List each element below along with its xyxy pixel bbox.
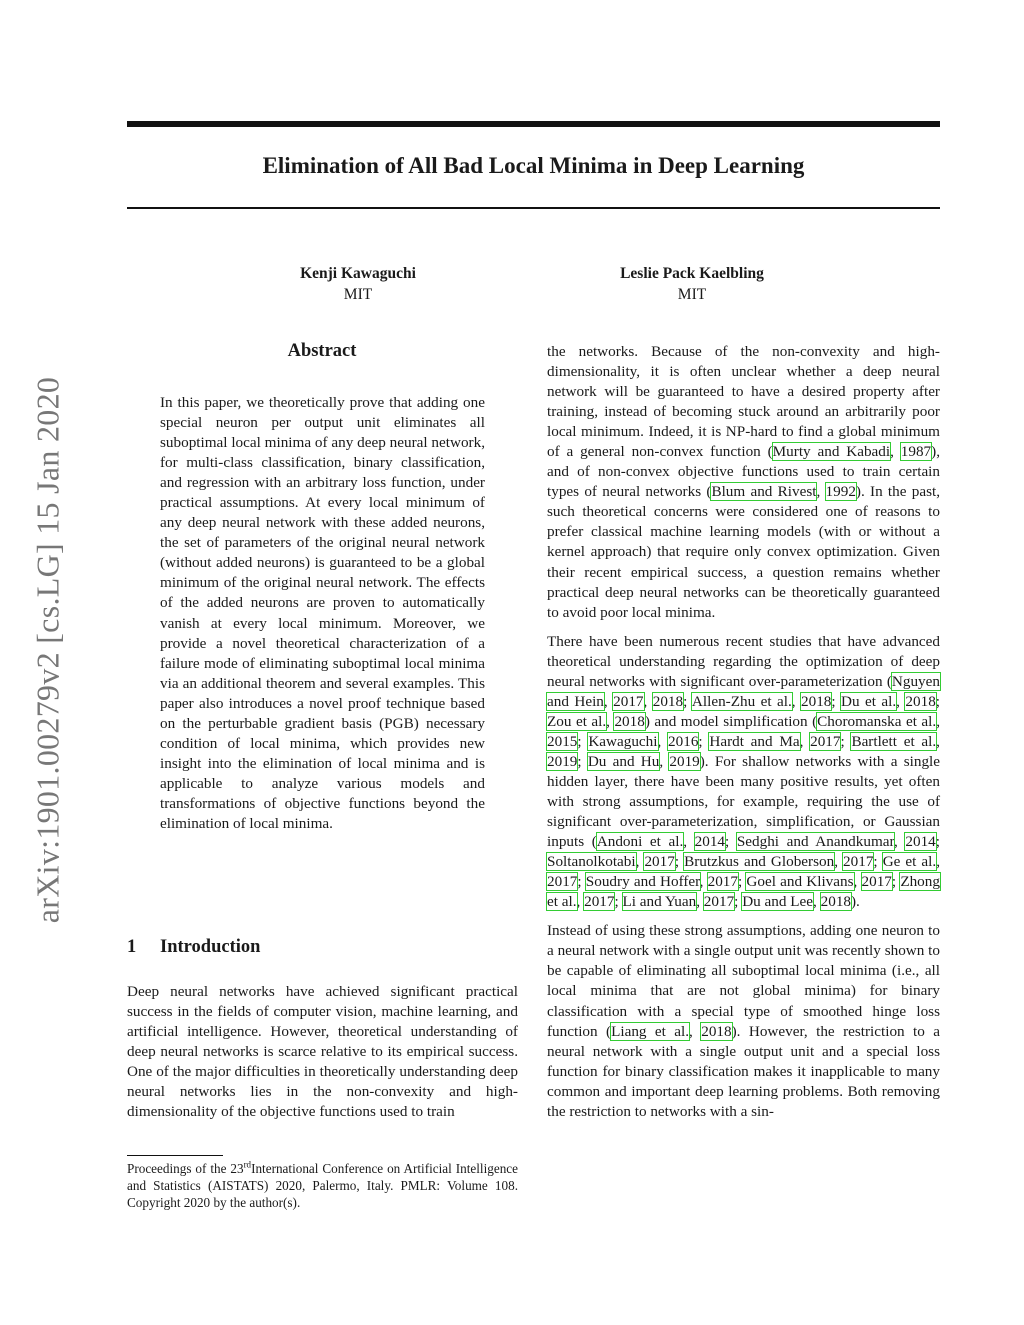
citation-link[interactable]: 2017 bbox=[810, 732, 841, 750]
citation-link[interactable]: 1992 bbox=[825, 483, 856, 501]
text-run: , bbox=[896, 692, 906, 710]
text-run: ; bbox=[935, 833, 940, 851]
citation-link[interactable]: Sedghi and Anandkumar bbox=[736, 833, 894, 851]
text-run: , bbox=[696, 893, 704, 911]
text-run: , bbox=[699, 873, 708, 891]
paper-title: Elimination of All Bad Local Minima in Deep Learning bbox=[262, 153, 805, 178]
citation-link[interactable]: 2017 bbox=[703, 893, 735, 911]
text-run: ; bbox=[891, 873, 901, 891]
citation-link[interactable]: 2018 bbox=[614, 712, 645, 730]
abstract-heading: Abstract bbox=[287, 341, 357, 361]
citation-link[interactable]: Zou et al. bbox=[547, 712, 607, 730]
footnote bbox=[127, 1160, 518, 1212]
text-run: Instead of using these strong assumptions, adding one neuron to a neural network with a single output unit was recently shown to be capable of eliminating all suboptimal local minima (i.e., all local minima that are not global minima) for binary classification with a special type of smoothed hinge loss function ( bbox=[547, 922, 940, 1040]
body-paragraph-2 bbox=[547, 632, 940, 913]
author-block bbox=[562, 263, 822, 305]
section-title: Introduction bbox=[160, 937, 261, 957]
title-rule-top bbox=[127, 121, 940, 127]
text-run: , bbox=[603, 692, 614, 710]
text-run: , bbox=[893, 833, 906, 851]
citation-link[interactable]: 2017 bbox=[644, 853, 675, 871]
text-run: , bbox=[813, 893, 821, 911]
footnote-prefix: Proceedings of the 23 bbox=[127, 1161, 244, 1176]
citation-link[interactable]: Blum and Rivest bbox=[711, 483, 817, 501]
text-run: ; bbox=[725, 833, 737, 851]
citation-link[interactable]: Hardt and Ma bbox=[709, 732, 800, 750]
citation-link[interactable]: 2016 bbox=[668, 732, 699, 750]
author-affiliation: MIT bbox=[677, 286, 707, 303]
section-number: 1 bbox=[127, 937, 137, 957]
citation-link[interactable]: Zhong et al. bbox=[547, 873, 940, 911]
text-run: , bbox=[936, 853, 940, 871]
text-run: ; bbox=[683, 692, 692, 710]
text-run: , bbox=[791, 692, 801, 710]
text-run: , bbox=[576, 893, 585, 911]
citation-link[interactable]: Murty and Kabadi bbox=[772, 443, 891, 461]
citation-link[interactable]: Du et al. bbox=[841, 692, 897, 710]
title-rule-bottom bbox=[127, 207, 940, 209]
citation-link[interactable]: Ge et al. bbox=[882, 853, 937, 871]
text-run: the networks. Because of the non-convexity and high-dimensionality, it is often unclear whether a deep neural network will be guaranteed to have a desired property after training, instead of becoming stuck around an arbitrarily poor local minimum. Indeed, it is NP-hard to find a global minimum of a general non-convex function ( bbox=[547, 343, 940, 461]
citation-link[interactable]: Allen-Zhu et al. bbox=[691, 692, 792, 710]
text-run: ; bbox=[577, 732, 589, 750]
citation-link[interactable]: Brutzkus and Globerson bbox=[684, 853, 835, 871]
citation-link[interactable]: Choromanska et al. bbox=[817, 712, 937, 730]
author-name: Kenji Kawaguchi bbox=[300, 265, 416, 282]
section-heading bbox=[127, 936, 517, 958]
text-run: ; bbox=[577, 752, 588, 770]
text-run: , bbox=[936, 712, 940, 730]
citation-link[interactable]: Du and Hu bbox=[587, 752, 660, 770]
text-run: , bbox=[635, 853, 645, 871]
right-column bbox=[547, 342, 940, 1122]
author-affiliation: MIT bbox=[343, 286, 373, 303]
text-run: ; bbox=[614, 893, 623, 911]
citation-link[interactable]: 2018 bbox=[905, 692, 936, 710]
citation-link[interactable]: Li and Yuan bbox=[622, 893, 697, 911]
text-run: , bbox=[659, 752, 670, 770]
text-run: ) and model simplification ( bbox=[644, 712, 818, 730]
text-run: , bbox=[606, 712, 615, 730]
text-run: ), and of non-convex objective functions used to train certain types of neural networks ( bbox=[547, 443, 940, 501]
citation-link[interactable]: Liang et al. bbox=[611, 1022, 690, 1040]
citation-link[interactable]: 2017 bbox=[547, 873, 578, 891]
citation-link[interactable]: 2018 bbox=[701, 1022, 732, 1040]
arxiv-identifier-stamp: arXiv:1901.00279v2 [cs.LG] 15 Jan 2020 bbox=[29, 376, 66, 924]
text-run: ). For shallow networks with a single hidden layer, there have been many positive results, yet often with strong assumptions, for example, requiring the use of significant over-parameterization, simplification, or Gaussian inputs ( bbox=[547, 752, 940, 851]
citation-link[interactable]: Goel and Klivans bbox=[746, 873, 854, 891]
citation-link[interactable]: 2019 bbox=[669, 752, 700, 770]
text-run: ; bbox=[698, 732, 710, 750]
citation-link[interactable]: 2014 bbox=[694, 833, 726, 851]
citation-link[interactable]: 2017 bbox=[861, 873, 892, 891]
citation-link[interactable]: 2018 bbox=[652, 692, 684, 710]
citation-link[interactable]: 2017 bbox=[707, 873, 738, 891]
body-paragraph-1 bbox=[547, 342, 940, 623]
citation-link[interactable]: Andoni et al. bbox=[596, 833, 684, 851]
citation-link[interactable]: 2018 bbox=[820, 893, 851, 911]
footnote-suffix: International Conference on Artificial Intelligence and Statistics (AISTATS) 2020, Palermo, Italy. PMLR: Volume 108. Copyright 2020 by the author(s). bbox=[127, 1161, 518, 1211]
text-run: , bbox=[657, 732, 669, 750]
citation-link[interactable]: Soudry and Hoffer bbox=[585, 873, 700, 891]
text-run: ). In the past, such theoretical concerns were considered one of reasons to prefer classical machine learning models (with or without a kernel approach) that require only convex optimization. Given their recent empirical success, a question remains whether practical deep neural networks can be theoretically guaranteed to avoid poor local minima. bbox=[547, 483, 941, 621]
text-run: , bbox=[936, 732, 940, 750]
citation-link[interactable]: Bartlett et al. bbox=[851, 732, 937, 750]
text-run: , bbox=[890, 443, 901, 461]
text-run: ; bbox=[674, 853, 685, 871]
abstract-text: In this paper, we theoretically prove that adding one special neuron per output unit eliminates all suboptimal local minima of any deep neural network, for multi-class classification, binary classification, and regression with an arbitrary loss function, under practical assumptions. At every local minimum of any deep neural network with these added neurons, the set of parameters of the original neural network (without added neurons) is guaranteed to be a global minimum of the original neural network. The effects of the added neurons are proven to automatically vanish at every local minimum. Moreover, we provide a novel theoretical characterization of a failure mode of eliminating suboptimal local minima via an additional theorem and several examples. This paper also introduces a novel proof technique based on the perturbable gradient basis (PGB) necessary condition of local minima, which provides new insight into the elimination of local minima and is applicable to analyze various models and transformations of objective functions beyond the elimination of local minima. bbox=[160, 394, 485, 832]
citation-link[interactable]: Kawaguchi bbox=[588, 732, 658, 750]
citation-link[interactable]: 2014 bbox=[905, 833, 936, 851]
text-run: , bbox=[834, 853, 844, 871]
citation-link[interactable]: Du and Lee bbox=[742, 893, 814, 911]
text-run: , bbox=[799, 732, 811, 750]
footnote-superscript: rd bbox=[243, 1159, 252, 1170]
text-run: , bbox=[853, 873, 862, 891]
citation-link[interactable]: 2017 bbox=[613, 692, 644, 710]
citation-link[interactable]: 1987 bbox=[900, 443, 932, 461]
author-block bbox=[228, 263, 488, 305]
citation-link[interactable]: 2018 bbox=[801, 692, 832, 710]
text-run: , bbox=[689, 1022, 702, 1040]
text-run: ; bbox=[737, 873, 747, 891]
text-run: There have been numerous recent studies that have advanced theoretical understanding regarding the optimization of deep neural networks with significant over-parameterization ( bbox=[547, 632, 940, 690]
text-run: , bbox=[816, 483, 826, 501]
citation-link[interactable]: 2017 bbox=[584, 893, 615, 911]
citation-link[interactable]: 2019 bbox=[547, 752, 578, 770]
intro-paragraph: Deep neural networks have achieved significant practical success in the fields of computer vision, machine learning, and artificial intelligence. However, theoretical understanding of deep neural networks is scarce relative to its empirical success. One of the major difficulties in theoretically understanding deep neural networks lies in the non-convexity and high-dimensionality of the objective functions used to train bbox=[127, 983, 518, 1121]
text-run: ; bbox=[840, 732, 852, 750]
text-run: , bbox=[643, 692, 653, 710]
citation-link[interactable]: 2015 bbox=[547, 732, 578, 750]
text-run: ; bbox=[734, 893, 743, 911]
body-paragraph-3 bbox=[547, 921, 940, 1121]
text-run: ; bbox=[831, 692, 842, 710]
text-run: ; bbox=[577, 873, 586, 891]
citation-link[interactable]: Nguyen and Hein bbox=[547, 672, 940, 710]
footnote-rule bbox=[127, 1155, 223, 1156]
text-run: ). However, the restriction to a neural network with a single output unit and a special loss function for binary classification makes it inapplicable to many common and important deep learning problems. Both removing the restriction to networks with a sin- bbox=[547, 1022, 941, 1120]
text-run: ; bbox=[935, 692, 941, 710]
text-run: ). bbox=[851, 893, 860, 911]
author-name: Leslie Pack Kaelbling bbox=[620, 265, 764, 282]
citation-link[interactable]: Soltanolkotabi bbox=[547, 853, 636, 871]
citation-link[interactable]: 2017 bbox=[843, 853, 874, 871]
text-run: ; bbox=[873, 853, 883, 871]
text-run: , bbox=[683, 833, 695, 851]
